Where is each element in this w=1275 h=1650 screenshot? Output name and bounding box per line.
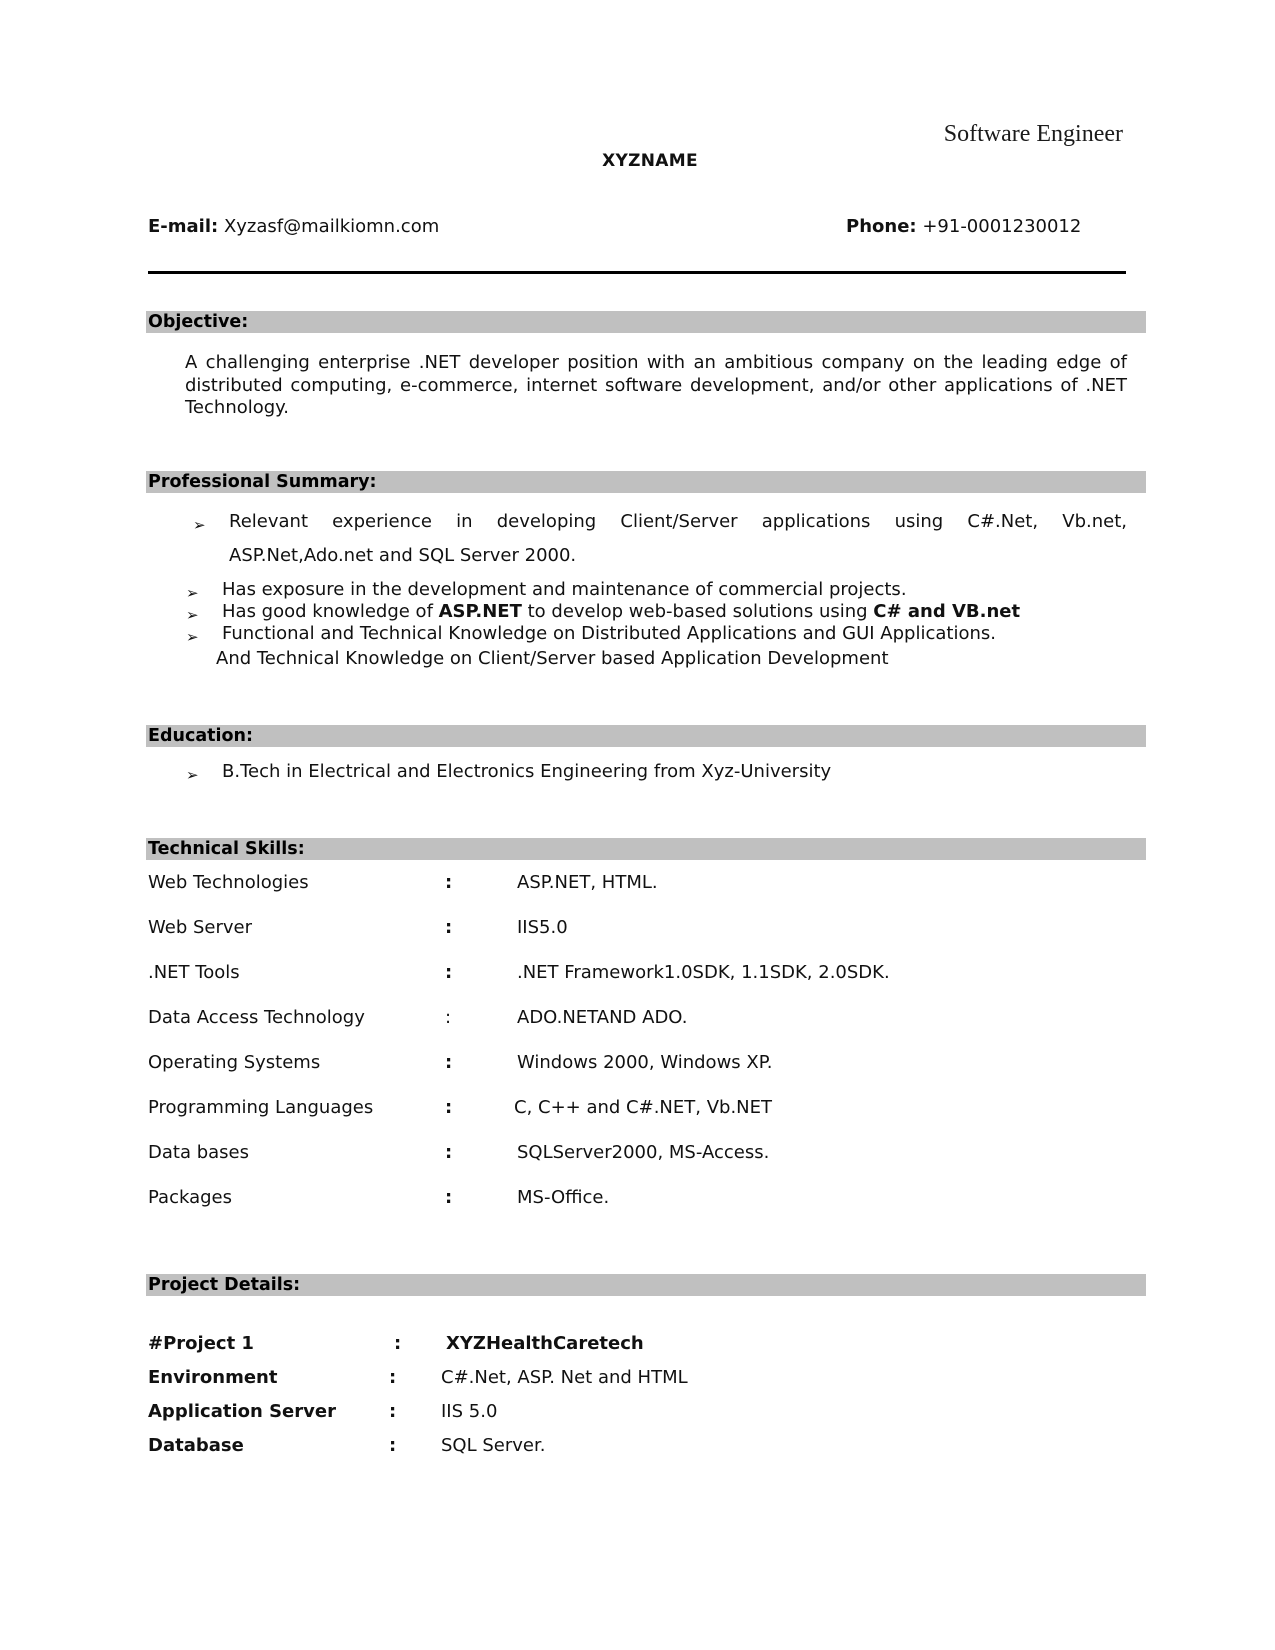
summary-item-3-text: Has good knowledge of xyxy=(222,601,439,622)
summary-item-3-bold-languages: C# and VB.net xyxy=(873,601,1021,622)
skill-value: .NET Framework1.0SDK, 1.1SDK, 2.0SDK. xyxy=(517,962,890,983)
skill-separator: : xyxy=(445,917,453,938)
skill-value: C, C++ and C#.NET, Vb.NET xyxy=(514,1097,772,1118)
summary-item-1-line1: Relevant experience in developing Client/Server applications using C#.Net, Vb.net, xyxy=(229,511,1127,532)
skill-separator: : xyxy=(445,1142,453,1163)
skill-value: ASP.NET, HTML. xyxy=(517,872,658,893)
section-header-professional-summary xyxy=(146,471,1146,493)
project-label: #Project 1 xyxy=(148,1333,254,1354)
skill-separator: : xyxy=(445,962,453,983)
skill-label: Data bases xyxy=(148,1142,249,1163)
education-item: B.Tech in Electrical and Electronics Engineering from Xyz-University xyxy=(222,761,832,782)
arrow-bullet-icon: ➢ xyxy=(186,606,199,624)
skill-label: Web Technologies xyxy=(148,872,309,893)
phone-label: Phone: xyxy=(846,216,917,237)
summary-item-4: Functional and Technical Knowledge on Distributed Applications and GUI Applications. xyxy=(222,623,996,644)
email-value: Xyzasf@mailkiomn.com xyxy=(223,216,440,237)
skill-label: Programming Languages xyxy=(148,1097,374,1118)
skill-label: Data Access Technology xyxy=(148,1007,365,1028)
project-separator: : xyxy=(389,1401,397,1422)
section-header-project-details xyxy=(146,1274,1146,1296)
email-line xyxy=(148,216,439,237)
arrow-bullet-icon: ➢ xyxy=(186,584,199,602)
arrow-bullet-icon: ➢ xyxy=(186,766,199,784)
project-label: Environment xyxy=(148,1367,278,1388)
arrow-bullet-icon: ➢ xyxy=(186,628,199,646)
section-header-education xyxy=(146,725,1146,747)
project-label: Database xyxy=(148,1435,244,1456)
skill-label: Operating Systems xyxy=(148,1052,321,1073)
email-label: E-mail: xyxy=(148,216,219,237)
skill-value: Windows 2000, Windows XP. xyxy=(517,1052,773,1073)
summary-item-2: Has exposure in the development and maintenance of commercial projects. xyxy=(222,579,907,600)
project-value: IIS 5.0 xyxy=(441,1401,498,1422)
summary-item-3-text-mid: to develop web-based solutions using xyxy=(521,601,874,622)
project-separator: : xyxy=(389,1435,397,1456)
project-separator: : xyxy=(389,1367,397,1388)
summary-continuation: And Technical Knowledge on Client/Server based Application Development xyxy=(216,648,889,669)
skill-value: ADO.NETAND ADO. xyxy=(517,1007,688,1028)
phone-value: +91-0001230012 xyxy=(922,216,1082,237)
arrow-bullet-icon: ➢ xyxy=(193,516,206,534)
skill-separator: : xyxy=(445,1187,453,1208)
section-title: Professional Summary: xyxy=(148,472,377,492)
role-title: Software Engineer xyxy=(943,121,1123,147)
skill-value: SQLServer2000, MS-Access. xyxy=(517,1142,770,1163)
project-value: C#.Net, ASP. Net and HTML xyxy=(441,1367,688,1388)
skill-value: IIS5.0 xyxy=(517,917,568,938)
project-label: Application Server xyxy=(148,1401,336,1422)
skill-label: Web Server xyxy=(148,917,252,938)
skill-value: MS-Office. xyxy=(517,1187,610,1208)
section-header-objective xyxy=(146,311,1146,333)
summary-item-3 xyxy=(222,601,1020,622)
summary-item-1-line2: ASP.Net,Ado.net and SQL Server 2000. xyxy=(229,545,577,566)
section-title: Project Details: xyxy=(148,1275,301,1295)
objective-text: A challenging enterprise .NET developer position with an ambitious company on the leading edge of distributed computing, e-commerce, internet software development, and/or other applications of .NET Technology. xyxy=(185,352,1127,418)
candidate-name: XYZNAME xyxy=(602,151,698,171)
header-divider xyxy=(148,271,1126,274)
project-name: XYZHealthCaretech xyxy=(446,1333,644,1354)
skill-label: .NET Tools xyxy=(148,962,240,983)
section-title: Education: xyxy=(148,726,253,746)
skill-separator: : xyxy=(445,872,453,893)
skill-separator: : xyxy=(445,1052,453,1073)
section-title: Objective: xyxy=(148,312,249,332)
section-title: Technical Skills: xyxy=(148,839,305,859)
skill-label: Packages xyxy=(148,1187,232,1208)
project-separator: : xyxy=(394,1333,402,1354)
project-value: SQL Server. xyxy=(441,1435,546,1456)
summary-item-3-bold-aspnet: ASP.NET xyxy=(438,601,522,622)
skill-separator: : xyxy=(445,1097,453,1118)
phone-line xyxy=(846,216,1081,237)
section-header-technical-skills xyxy=(146,838,1146,860)
skill-separator: : xyxy=(445,1007,452,1028)
